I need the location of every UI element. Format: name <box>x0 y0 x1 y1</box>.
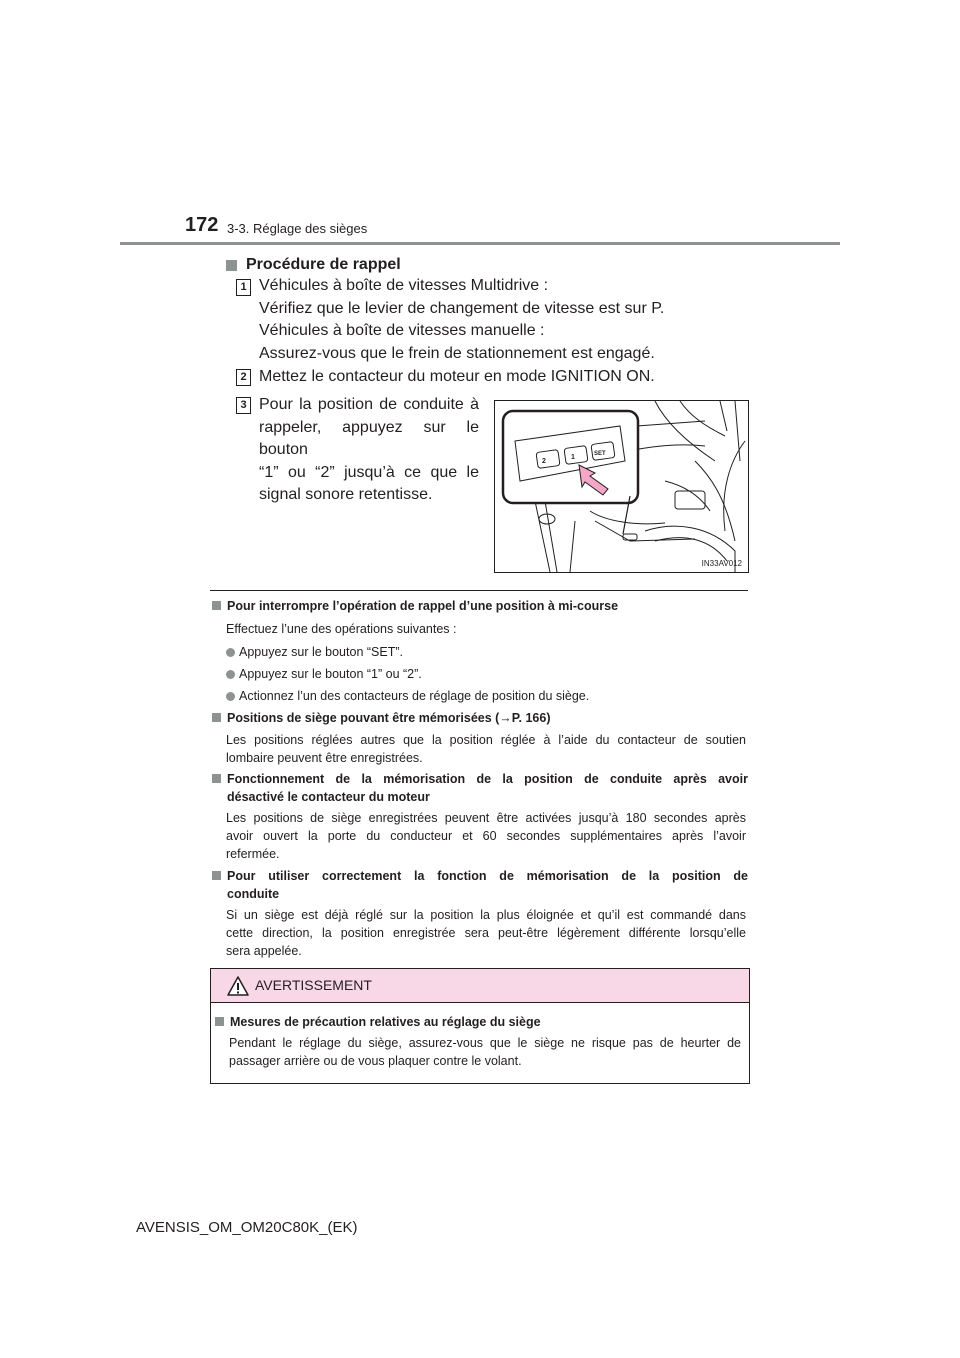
door-panel-drawing <box>495 401 748 572</box>
list-item-text: Appuyez sur le bouton “SET”. <box>239 645 403 659</box>
note-heading-text: Positions de siège pouvant être mémorisées (→P. 166) <box>227 711 551 725</box>
note-heading-line: Fonctionnement de la mémorisation de la position de conduite après avoir <box>227 772 748 786</box>
warning-heading <box>215 1013 541 1031</box>
warning-triangle-icon <box>227 976 249 996</box>
note-line: lombaire peuvent être enregistrées. <box>226 751 423 765</box>
step-1-line: Assurez-vous que le frein de stationnement est engagé. <box>259 344 655 362</box>
note-text <box>226 906 746 960</box>
square-bullet-icon <box>212 774 221 783</box>
note-heading <box>212 709 551 727</box>
warning-header <box>211 969 749 1003</box>
step-1-text <box>259 275 664 365</box>
memory-button-1-label: 1 <box>571 454 575 461</box>
note-line: Les positions de siège enregistrées peuvent être activées jusqu’à 180 secondes après <box>226 811 746 825</box>
round-bullet-icon <box>226 670 235 679</box>
step-3-line: “1” ou “2” jusqu’à ce que le <box>259 463 479 481</box>
note-line: refermée. <box>226 847 280 861</box>
step-1-line: Véhicules à boîte de vitesses manuelle : <box>259 322 545 339</box>
warning-label: AVERTISSEMENT <box>255 977 372 993</box>
note-text <box>226 809 746 863</box>
note-line: sera appelée. <box>226 944 302 958</box>
step-2-line: Mettez le contacteur du moteur en mode IGNITION ON. <box>259 368 655 385</box>
note-heading-line: Pour utiliser correctement la fonction de mémorisation de la position de <box>227 869 748 883</box>
note-line: cette direction, la position enregistrée sera peut-être légèrement différente lorsqu’elle <box>226 926 746 940</box>
step-2-text <box>259 366 655 389</box>
step-3-line: Pour la position de conduite à <box>259 396 479 413</box>
list-item <box>226 643 403 661</box>
square-bullet-icon <box>212 601 221 610</box>
note-heading-text <box>227 867 748 903</box>
chapter-title: 3-3. Réglage des sièges <box>227 221 368 236</box>
note-heading-line: désactivé le contacteur du moteur <box>227 790 430 804</box>
note-heading-text: Pour interrompre l’opération de rappel d’une position à mi-course <box>227 599 619 613</box>
square-bullet-icon <box>215 1017 224 1026</box>
step-1-line: Véhicules à boîte de vitesses Multidrive : <box>259 277 549 294</box>
memory-button-2-label: 2 <box>542 458 546 465</box>
step-3-number: 3 <box>236 397 251 414</box>
square-bullet-icon <box>212 871 221 880</box>
list-item-text: Actionnez l’un des contacteurs de réglage de position du siège. <box>239 689 590 703</box>
step-1-number: 1 <box>236 279 251 296</box>
warning-box <box>210 968 750 1084</box>
section-divider <box>210 590 748 591</box>
list-item-text: Appuyez sur le bouton “1” ou “2”. <box>239 667 422 681</box>
header-divider <box>120 242 840 245</box>
square-bullet-icon <box>212 713 221 722</box>
step-3-text <box>259 394 479 507</box>
note-heading-line: conduite <box>227 887 280 901</box>
section-heading <box>226 256 401 274</box>
note-heading <box>212 770 748 806</box>
document-code: AVENSIS_OM_OM20C80K_(EK) <box>136 1219 358 1236</box>
figure-code: IN33AV012 <box>701 559 742 568</box>
set-button-label: SET <box>594 451 606 457</box>
memory-button-illustration <box>494 400 749 573</box>
note-line: Les positions réglées autres que la position réglée à l’aide du contacteur de soutien <box>226 733 746 747</box>
note-heading-text <box>227 770 748 806</box>
section-heading-text: Procédure de rappel <box>246 256 401 273</box>
warning-line: Pendant le réglage du siège, assurez-vous que le siège ne risque pas de heurter de <box>229 1036 741 1050</box>
round-bullet-icon <box>226 648 235 657</box>
page-number: 172 <box>185 214 219 236</box>
note-line: avoir ouvert la porte du conducteur et 60 secondes supplémentaires après l’avoir <box>226 829 746 843</box>
list-item <box>226 687 589 705</box>
step-2-number: 2 <box>236 369 251 386</box>
step-1-line: Vérifiez que le levier de changement de vitesse est sur P. <box>259 299 665 317</box>
warning-line: passager arrière ou de vous plaquer contre le volant. <box>229 1054 522 1068</box>
round-bullet-icon <box>226 692 235 701</box>
step-3-line: rappeler, appuyez sur le bouton <box>259 418 479 458</box>
step-3-line: signal sonore retentisse. <box>259 486 433 503</box>
note-heading <box>212 597 618 615</box>
warning-heading-text: Mesures de précaution relatives au réglage du siège <box>230 1015 541 1029</box>
note-text: Effectuez l’une des opérations suivantes : <box>226 622 457 636</box>
note-text <box>226 731 746 767</box>
note-line: Si un siège est déjà réglé sur la position la plus éloignée et qu’il est commandé dans <box>226 908 746 922</box>
warning-text <box>229 1034 741 1070</box>
note-heading <box>212 867 748 903</box>
list-item <box>226 665 422 683</box>
square-bullet-icon <box>226 260 237 271</box>
